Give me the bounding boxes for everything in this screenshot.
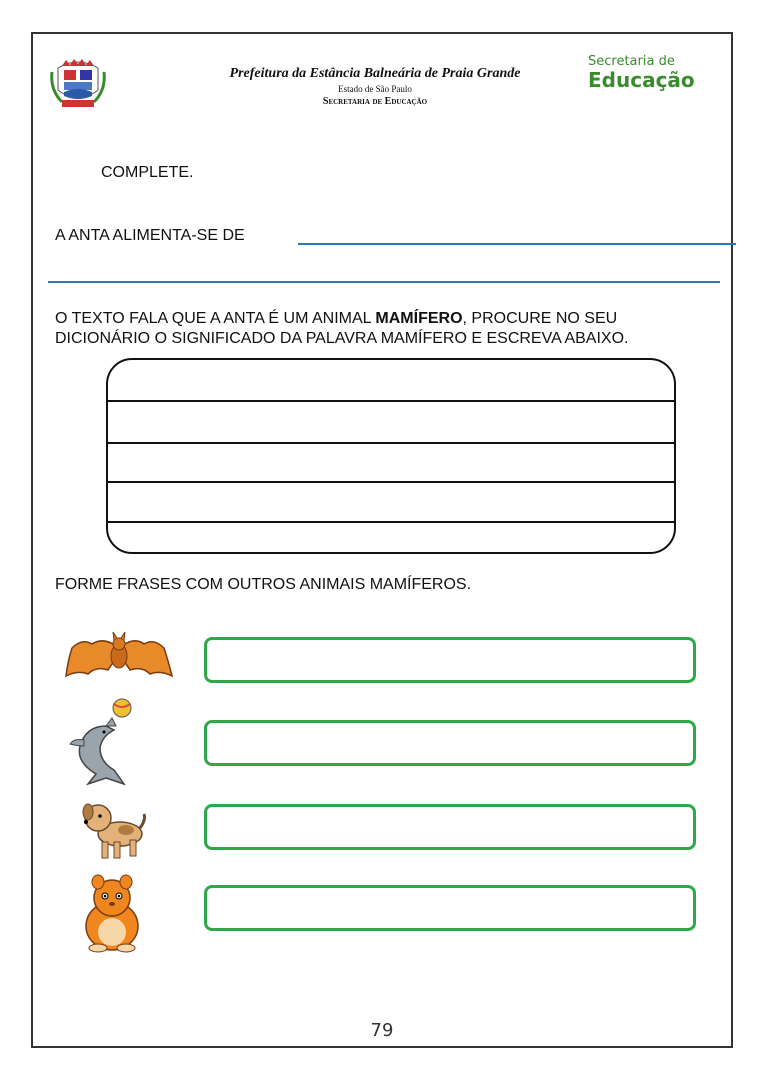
city-crest-icon — [50, 56, 106, 110]
sentence-box-dog[interactable] — [204, 804, 696, 850]
bat-icon — [64, 626, 174, 684]
logo-line2: Educação — [588, 68, 695, 92]
mammal-text-before: O TEXTO FALA QUE A ANTA É UM ANIMAL — [55, 310, 376, 327]
answer-line-2[interactable] — [48, 281, 720, 283]
logo-line1: Secretaria de — [588, 54, 675, 69]
sentence-box-dolphin[interactable] — [204, 720, 696, 766]
state-subtitle: Estado de São Paulo — [338, 84, 412, 94]
mammal-text-after: , PROCURE NO SEU — [462, 310, 618, 327]
prefecture-title: Prefeitura da Estância Balneária de Praia Grande — [229, 66, 521, 81]
anta-prompt: A ANTA ALIMENTA-SE DE — [55, 227, 245, 244]
sentence-box-hamster[interactable] — [204, 885, 696, 931]
mammal-bold-word: MAMÍFERO — [375, 310, 463, 327]
mammal-question-line1 — [55, 309, 617, 329]
page-number: 79 — [370, 1020, 394, 1041]
answer-line-1[interactable] — [298, 243, 736, 245]
writing-line — [108, 442, 674, 444]
complete-instruction: COMPLETE. — [101, 164, 194, 181]
writing-line — [108, 521, 674, 523]
mammal-question-line2: DICIONÁRIO O SIGNIFICADO DA PALAVRA MAMÍFERO E ESCREVA ABAIXO. — [55, 330, 629, 347]
writing-line — [108, 481, 674, 483]
hamster-icon — [78, 874, 146, 954]
sentences-instruction: FORME FRASES COM OUTROS ANIMAIS MAMÍFEROS. — [55, 576, 472, 593]
definition-writing-box[interactable] — [106, 358, 676, 554]
dog-icon — [78, 798, 148, 862]
writing-line — [108, 400, 674, 402]
education-logo — [588, 54, 718, 91]
dolphin-icon — [66, 696, 138, 788]
sentence-box-bat[interactable] — [204, 637, 696, 683]
secretariat-label: Secretaria de Educação — [322, 96, 428, 107]
